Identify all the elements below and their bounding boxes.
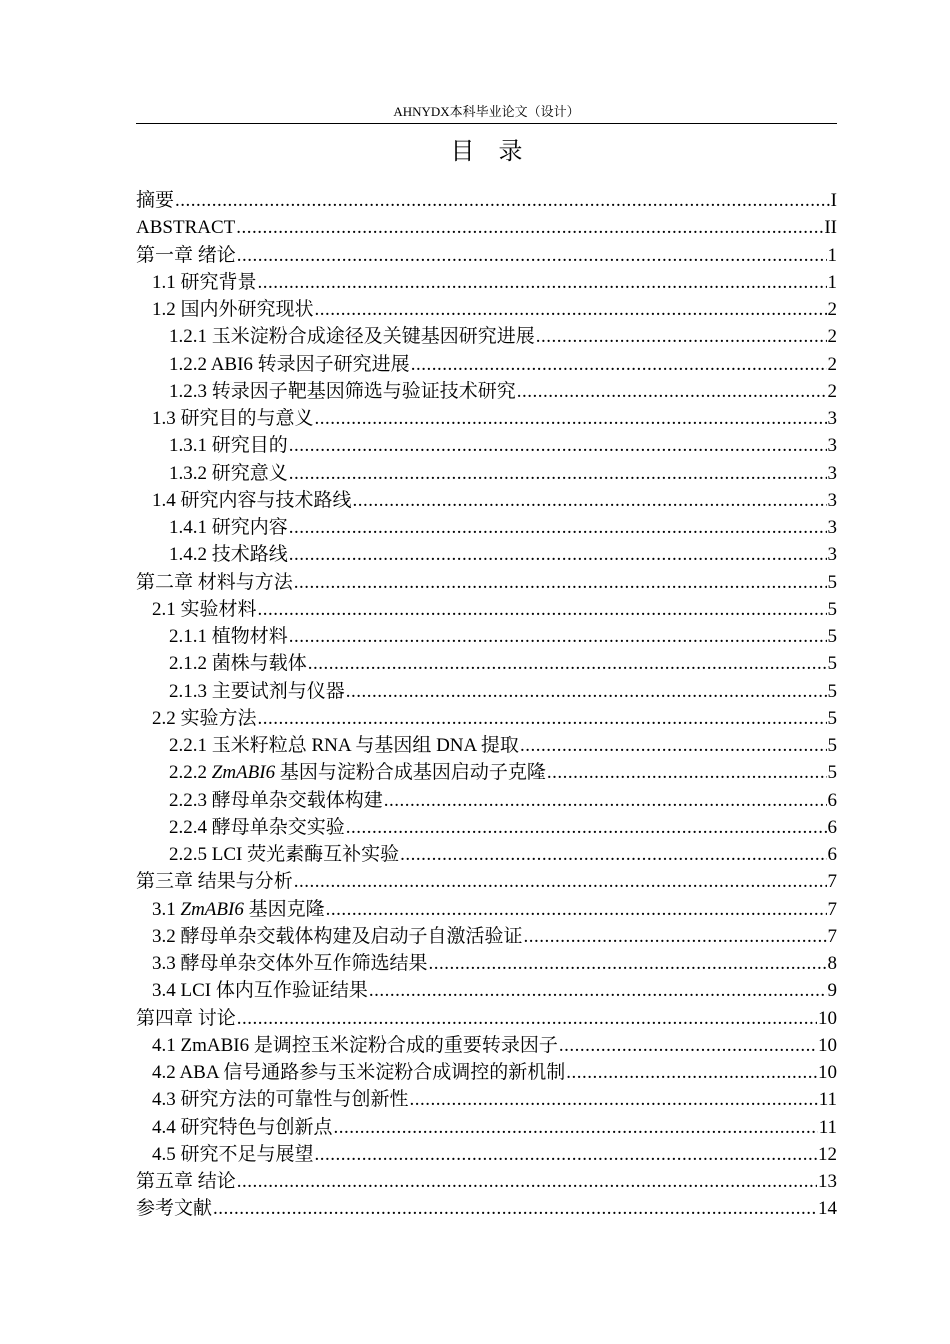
toc-entry[interactable] bbox=[136, 432, 837, 459]
page-header: AHNYDX本科毕业论文（设计） bbox=[393, 104, 580, 119]
toc-dot-leader bbox=[400, 841, 826, 868]
toc-page-number: 3 bbox=[827, 462, 837, 484]
toc-entry-gene-name: ZmABI6 bbox=[180, 898, 244, 920]
toc-dot-leader bbox=[289, 514, 827, 541]
toc-entry-text: 1.3 研究目的与意义 bbox=[152, 408, 314, 429]
toc-entry[interactable] bbox=[136, 541, 837, 568]
toc-page-number: 5 bbox=[827, 598, 837, 620]
toc-entry[interactable] bbox=[136, 650, 837, 677]
toc-page-number: 5 bbox=[827, 707, 837, 729]
toc-entry-text: 1.2.2 ABI6 转录因子研究进展 bbox=[169, 353, 410, 375]
toc-entry-text: 3.2 酵母单杂交载体构建及启动子自激活验证 bbox=[152, 925, 523, 947]
toc-entry-text: 2.1.1 植物材料 bbox=[169, 626, 288, 647]
toc-entry-label bbox=[152, 1059, 565, 1086]
toc-entry[interactable] bbox=[136, 351, 837, 378]
toc-dot-leader bbox=[315, 405, 827, 432]
toc-entry[interactable] bbox=[136, 1005, 837, 1032]
toc-entry[interactable] bbox=[136, 1195, 837, 1222]
toc-entry-label bbox=[152, 1114, 333, 1141]
toc-dot-leader bbox=[289, 460, 827, 487]
toc-page-number: 6 bbox=[827, 844, 837, 865]
toc-entry-text: 4.4 研究特色与创新点 bbox=[152, 1116, 333, 1138]
toc-dot-leader bbox=[566, 1059, 817, 1086]
toc-entry-text: 4.1 ZmABI6 是调控玉米淀粉合成的重要转录因子 bbox=[152, 1034, 558, 1056]
toc-dot-leader bbox=[308, 650, 827, 677]
toc-entry[interactable] bbox=[136, 323, 837, 350]
toc-entry-label bbox=[169, 432, 288, 459]
toc-entry-label bbox=[169, 323, 535, 350]
toc-entry-label bbox=[169, 351, 410, 378]
toc-page-number: 14 bbox=[818, 1198, 837, 1220]
toc-entry-label bbox=[152, 596, 257, 623]
toc-page-number: 5 bbox=[827, 762, 837, 784]
toc-entry-label bbox=[169, 623, 288, 650]
toc-page-number: 5 bbox=[827, 680, 837, 702]
toc-entry[interactable] bbox=[136, 868, 837, 895]
toc-page-number: 1 bbox=[827, 244, 837, 266]
toc-dot-leader bbox=[258, 705, 827, 732]
toc-page-number: 10 bbox=[818, 1034, 837, 1056]
toc-dot-leader bbox=[294, 868, 827, 895]
toc-entry-text: 1.4.2 技术路线 bbox=[169, 544, 288, 566]
toc-entry-label bbox=[136, 242, 236, 269]
toc-entry-label bbox=[152, 977, 368, 1004]
toc-dot-leader bbox=[236, 214, 823, 241]
toc-entry-text: 1.3.2 研究意义 bbox=[169, 462, 288, 484]
toc-page-number: 7 bbox=[827, 925, 837, 947]
toc-page-number: 2 bbox=[827, 326, 837, 348]
toc-page-number: 1 bbox=[827, 271, 837, 293]
toc-entry[interactable] bbox=[136, 460, 837, 487]
toc-entry-text: 1.2.1 玉米淀粉合成途径及关键基因研究进展 bbox=[169, 326, 535, 348]
toc-dot-leader bbox=[326, 896, 827, 923]
toc-entry-text: 第一章 绪论 bbox=[136, 244, 236, 266]
toc-entry[interactable] bbox=[136, 787, 837, 814]
toc-page-number: 5 bbox=[827, 653, 837, 675]
toc-entry[interactable] bbox=[136, 1141, 837, 1168]
toc-entry[interactable] bbox=[136, 214, 837, 241]
toc-entry-text: 2.2 实验方法 bbox=[152, 707, 257, 729]
toc-dot-leader bbox=[237, 1168, 817, 1195]
toc-entry-label bbox=[152, 896, 325, 923]
toc-dot-leader bbox=[213, 1195, 817, 1222]
toc-page-number: 8 bbox=[827, 953, 837, 974]
toc-entry-text: 第四章 讨论 bbox=[136, 1007, 236, 1029]
toc-page-number: 3 bbox=[827, 517, 837, 538]
toc-entry[interactable] bbox=[136, 623, 837, 650]
toc-entry-label bbox=[152, 705, 257, 732]
toc-entry-label bbox=[136, 187, 174, 214]
toc-dot-leader bbox=[559, 1032, 817, 1059]
toc-entry-text: 1.4.1 研究内容 bbox=[169, 517, 288, 538]
toc-entry[interactable] bbox=[136, 187, 837, 214]
toc-entry[interactable] bbox=[136, 1168, 837, 1195]
toc-entry-label bbox=[152, 1141, 314, 1168]
toc-entry-label bbox=[152, 405, 314, 432]
toc-page-number: 2 bbox=[827, 380, 837, 402]
toc-entry[interactable] bbox=[136, 814, 837, 841]
toc-entry[interactable] bbox=[136, 1032, 837, 1059]
toc-entry[interactable] bbox=[136, 1114, 837, 1141]
toc-page-number: 11 bbox=[818, 1116, 837, 1138]
toc-dot-leader bbox=[346, 678, 827, 705]
toc-entry[interactable] bbox=[136, 841, 837, 868]
toc-entry-text: 4.3 研究方法的可靠性与创新性 bbox=[152, 1089, 409, 1111]
toc-entry-text: 1.2 国内外研究现状 bbox=[152, 299, 314, 320]
toc-entry[interactable] bbox=[136, 923, 837, 950]
toc-page-number: 6 bbox=[827, 789, 837, 811]
toc-dot-leader bbox=[237, 242, 827, 269]
toc-entry-label bbox=[152, 1032, 558, 1059]
toc-entry-label bbox=[169, 841, 399, 868]
toc-page-number: 5 bbox=[827, 735, 837, 756]
toc-entry-label bbox=[152, 487, 352, 514]
toc-page-number: 3 bbox=[827, 544, 837, 566]
toc-dot-leader bbox=[353, 487, 827, 514]
toc-entry[interactable] bbox=[136, 732, 837, 759]
toc-entry[interactable] bbox=[136, 569, 837, 596]
toc-dot-leader bbox=[334, 1114, 818, 1141]
toc-entry-label bbox=[169, 759, 546, 786]
toc-entry-label bbox=[152, 950, 428, 977]
toc-entry-label bbox=[136, 1005, 236, 1032]
toc-entry-text: 参考文献 bbox=[136, 1198, 213, 1220]
toc-entry-text: 2.1.3 主要试剂与仪器 bbox=[169, 680, 345, 702]
toc-entry-text: 1.2.3 转录因子靶基因筛选与验证技术研究 bbox=[169, 380, 516, 402]
toc-entry-text: 4.5 研究不足与展望 bbox=[152, 1143, 314, 1165]
toc-entry-label bbox=[136, 1195, 212, 1222]
toc-entry[interactable] bbox=[136, 977, 837, 1004]
toc-entry-text: 2.2.5 LCI 荧光素酶互补实验 bbox=[169, 844, 400, 865]
toc-entry-label bbox=[136, 1168, 236, 1195]
toc-entry-text: 3.1 bbox=[152, 898, 181, 920]
toc-entry-label bbox=[169, 378, 516, 405]
toc-entry-text: 第三章 结果与分析 bbox=[136, 871, 293, 893]
toc-page-number: I bbox=[830, 190, 837, 211]
toc-entry-label bbox=[152, 269, 257, 296]
toc-entry-label bbox=[169, 814, 345, 841]
toc-entry[interactable] bbox=[136, 678, 837, 705]
toc-entry-text: 1.4 研究内容与技术路线 bbox=[152, 489, 352, 511]
toc-entry[interactable] bbox=[136, 405, 837, 432]
toc-entry-text: 2.1 实验材料 bbox=[152, 598, 257, 620]
toc-page-number: 2 bbox=[827, 299, 837, 320]
toc-page-number: 2 bbox=[827, 353, 837, 375]
toc-page-number: 7 bbox=[827, 898, 837, 920]
toc-dot-leader bbox=[315, 296, 827, 323]
toc-page-number: 5 bbox=[827, 626, 837, 647]
toc-dot-leader bbox=[429, 950, 827, 977]
toc-entry-label bbox=[169, 514, 288, 541]
toc-page-number: 5 bbox=[827, 571, 837, 593]
toc-dot-leader bbox=[258, 269, 827, 296]
toc-entry-label bbox=[136, 214, 235, 241]
toc-entry-text: 2.2.3 酵母单杂交载体构建 bbox=[169, 789, 383, 811]
toc-page-number: 13 bbox=[818, 1171, 837, 1192]
toc-entry-text: 摘要 bbox=[136, 190, 175, 211]
toc-entry[interactable] bbox=[136, 514, 837, 541]
toc-entry[interactable] bbox=[136, 596, 837, 623]
toc-page-number: 12 bbox=[818, 1143, 837, 1165]
toc-entry-label bbox=[152, 1086, 409, 1113]
toc-entry-text: 2.2.4 酵母单杂交实验 bbox=[169, 816, 345, 838]
toc-page-number: 10 bbox=[818, 1062, 837, 1083]
toc-dot-leader bbox=[369, 977, 827, 1004]
toc-entry-text: 第二章 材料与方法 bbox=[136, 571, 293, 593]
toc-entry-text: 2.2.2 bbox=[169, 762, 212, 784]
toc-dot-leader bbox=[410, 1086, 818, 1113]
toc-entry-label bbox=[169, 678, 345, 705]
toc-entry-text: 基因与淀粉合成基因启动子克隆 bbox=[275, 762, 546, 784]
toc-page-number: 11 bbox=[818, 1089, 837, 1111]
table-of-contents bbox=[136, 187, 837, 1223]
toc-entry[interactable] bbox=[136, 1059, 837, 1086]
toc-entry-text: 第五章 结论 bbox=[136, 1171, 236, 1192]
toc-page-number: 3 bbox=[827, 408, 837, 429]
toc-dot-leader bbox=[536, 323, 827, 350]
toc-entry[interactable] bbox=[136, 378, 837, 405]
toc-entry-text: 4.2 ABA 信号通路参与玉米淀粉合成调控的新机制 bbox=[152, 1062, 566, 1083]
toc-entry[interactable] bbox=[136, 896, 837, 923]
toc-entry-label bbox=[136, 569, 293, 596]
toc-entry-label bbox=[152, 923, 523, 950]
toc-dot-leader bbox=[289, 623, 827, 650]
toc-entry[interactable] bbox=[136, 705, 837, 732]
toc-dot-leader bbox=[411, 351, 827, 378]
toc-entry-text: ABSTRACT bbox=[136, 217, 236, 239]
toc-entry[interactable] bbox=[136, 269, 837, 296]
toc-dot-leader bbox=[384, 787, 827, 814]
toc-dot-leader bbox=[289, 432, 827, 459]
toc-entry-label bbox=[169, 650, 307, 677]
toc-dot-leader bbox=[289, 541, 827, 568]
toc-dot-leader bbox=[524, 923, 827, 950]
toc-entry[interactable] bbox=[136, 1086, 837, 1113]
toc-dot-leader bbox=[517, 378, 827, 405]
toc-entry-text: 基因克隆 bbox=[243, 898, 325, 920]
toc-entry[interactable] bbox=[136, 296, 837, 323]
toc-page-number: 3 bbox=[827, 489, 837, 511]
toc-entry-text: 3.3 酵母单杂交体外互作筛选结果 bbox=[152, 953, 428, 974]
toc-entry[interactable] bbox=[136, 242, 837, 269]
toc-entry-label bbox=[169, 732, 519, 759]
toc-entry-label bbox=[169, 541, 288, 568]
toc-entry-text: 1.1 研究背景 bbox=[152, 271, 257, 293]
toc-page-number: 3 bbox=[827, 435, 837, 457]
toc-entry[interactable] bbox=[136, 487, 837, 514]
toc-dot-leader bbox=[237, 1005, 817, 1032]
header-rule bbox=[136, 123, 837, 124]
toc-entry-label bbox=[169, 460, 288, 487]
toc-page-number: II bbox=[824, 217, 837, 239]
toc-dot-leader bbox=[175, 187, 830, 214]
toc-entry-text: 1.3.1 研究目的 bbox=[169, 435, 288, 457]
toc-entry-gene-name: ZmABI6 bbox=[211, 762, 276, 784]
toc-page-number: 6 bbox=[827, 816, 837, 838]
toc-entry-text: 2.2.1 玉米籽粒总 RNA 与基因组 DNA 提取 bbox=[169, 735, 519, 756]
toc-dot-leader bbox=[547, 759, 827, 786]
toc-entry-text: 3.4 LCI 体内互作验证结果 bbox=[152, 980, 368, 1002]
toc-entry-label bbox=[169, 787, 383, 814]
toc-page-number: 10 bbox=[818, 1007, 837, 1029]
toc-entry[interactable] bbox=[136, 950, 837, 977]
toc-page-number: 7 bbox=[827, 871, 837, 893]
toc-dot-leader bbox=[346, 814, 827, 841]
toc-page-number: 9 bbox=[827, 980, 837, 1002]
toc-dot-leader bbox=[258, 596, 827, 623]
toc-title: 目录 bbox=[450, 139, 547, 165]
toc-entry-label bbox=[136, 868, 293, 895]
toc-dot-leader bbox=[520, 732, 827, 759]
toc-entry[interactable] bbox=[136, 759, 837, 786]
toc-entry-label bbox=[152, 296, 314, 323]
toc-entry-text: 2.1.2 菌株与载体 bbox=[169, 653, 307, 675]
toc-dot-leader bbox=[294, 569, 827, 596]
toc-dot-leader bbox=[315, 1141, 817, 1168]
